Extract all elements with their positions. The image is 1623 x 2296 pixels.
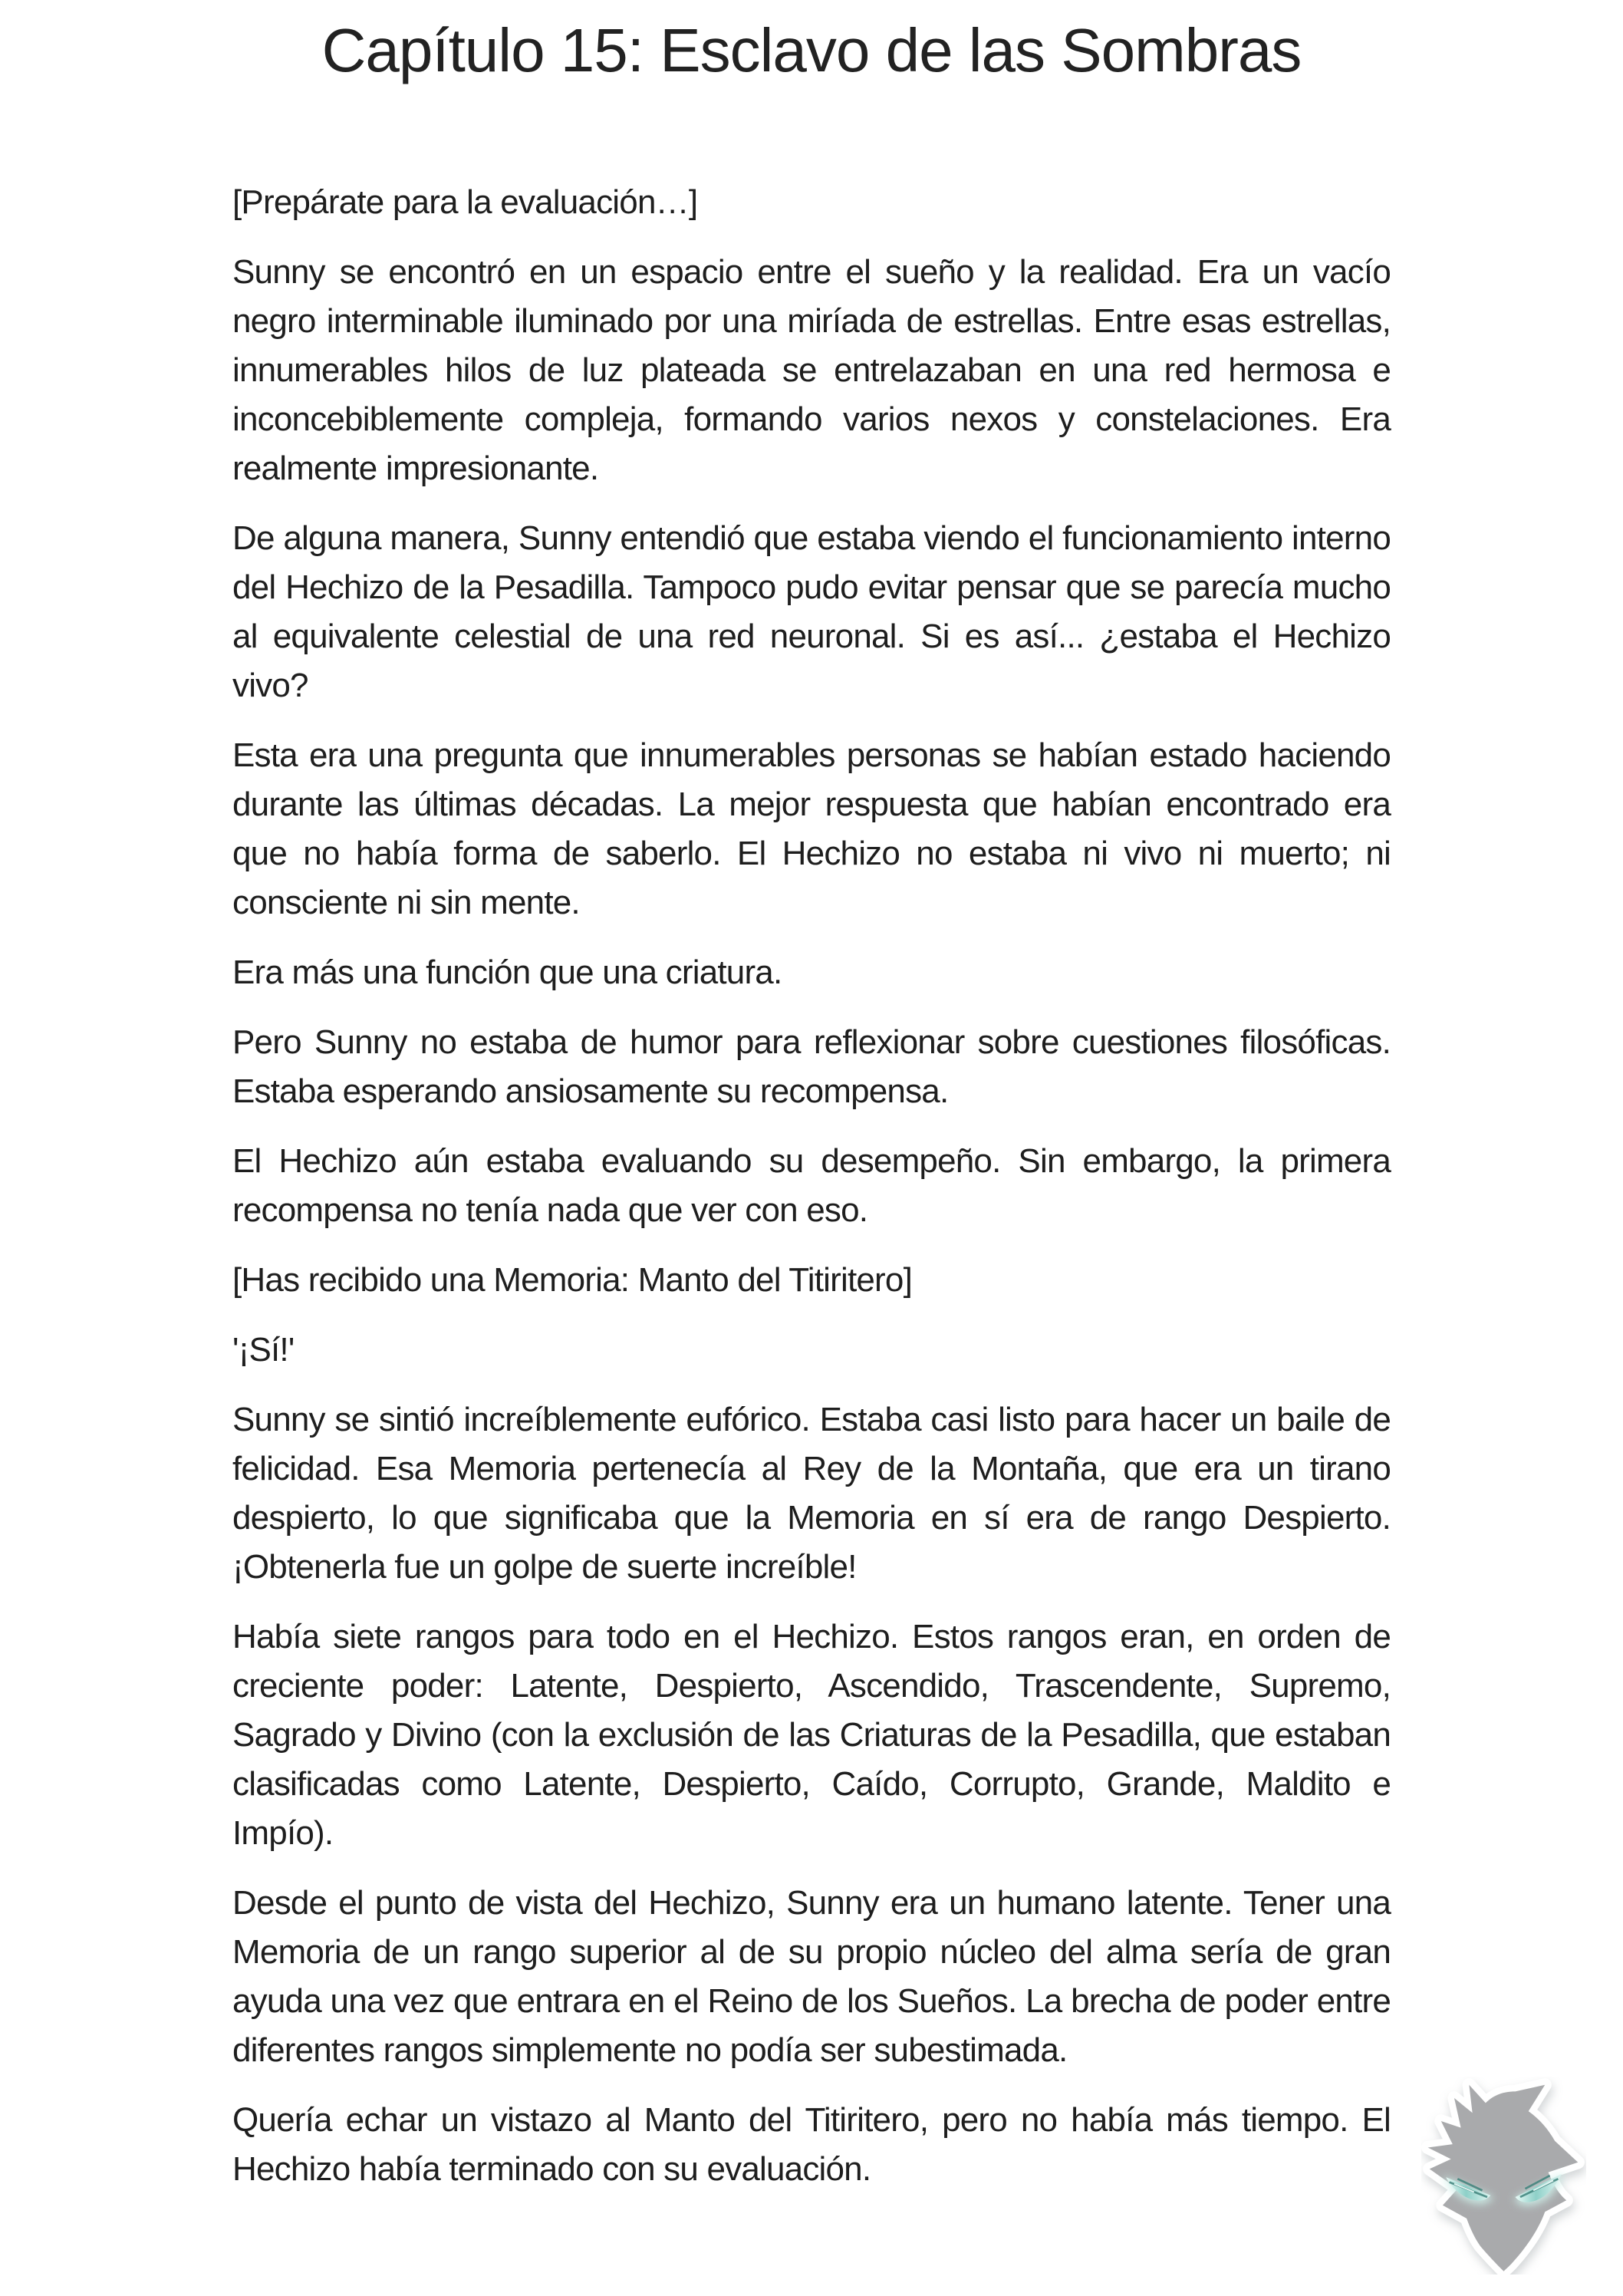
paragraph: '¡Sí!' (232, 1331, 295, 1369)
paragraph: Era más una función que una criatura. (232, 954, 782, 991)
chapter-content (232, 0, 1391, 2215)
demon-head-logo-icon (1421, 2077, 1586, 2275)
paragraph: Desde el punto de vista del Hechizo, Sunny era un humano latente. Tener una Memoria de un rango superior al de su propio núcleo del alma sería de gran ayuda una vez que entrara en el Reino de los Sueños. La brecha de poder entre diferentes rangos simplemente no podía ser subestimada. (232, 1884, 1391, 2069)
chapter-body (232, 178, 1391, 2194)
paragraph: Pero Sunny no estaba de humor para reflexionar sobre cuestiones filosóficas. Estaba esperando ansiosamente su recompensa. (232, 1023, 1391, 1110)
system-message-line: [Has recibido una Memoria: Manto del Titiritero] (232, 1261, 912, 1299)
paragraph: Había siete rangos para todo en el Hechizo. Estos rangos eran, en orden de creciente poder: Latente, Despierto, Ascendido, Trascendente, Supremo, Sagrado y Divino (con la exclusión de las Criaturas de la Pesadilla, que estaban clasificadas como Latente, Despierto, Caído, Corrupto, Grande, Maldito e Impío). (232, 1618, 1391, 1852)
paragraph: Quería echar un vistazo al Manto del Titiritero, pero no había más tiempo. El Hechizo había terminado con su evaluación. (232, 2101, 1391, 2188)
paragraph: Sunny se sintió increíblemente eufórico. Estaba casi listo para hacer un baile de felicidad. Esa Memoria pertenecía al Rey de la Montaña, que era un tirano despierto, lo que significaba que la Memoria en sí era de rango Despierto. ¡Obtenerla fue un golpe de suerte increíble! (232, 1401, 1391, 1586)
system-message-line: [Prepárate para la evaluación…] (232, 183, 698, 221)
paragraph: El Hechizo aún estaba evaluando su desempeño. Sin embargo, la primera recompensa no tenía nada que ver con eso. (232, 1142, 1391, 1229)
paragraph: Sunny se encontró en un espacio entre el sueño y la realidad. Era un vacío negro interminable iluminado por una miríada de estrellas. Entre esas estrellas, innumerables hilos de luz plateada se entrelazaban en una red hermosa e inconcebiblemente compleja, formando varios nexos y constelaciones. Era realmente impresionante. (232, 253, 1391, 487)
paragraph: De alguna manera, Sunny entendió que estaba viendo el funcionamiento interno del Hechizo de la Pesadilla. Tampoco pudo evitar pensar que se parecía mucho al equivalente celestial de una red neuronal. Si es así... ¿estaba el Hechizo vivo? (232, 519, 1391, 704)
chapter-title: Capítulo 15: Esclavo de las Sombras (321, 16, 1302, 84)
paragraph: Esta era una pregunta que innumerables personas se habían estado haciendo durante las últimas décadas. La mejor respuesta que habían encontrado era que no había forma de saberlo. El Hechizo no estaba ni vivo ni muerto; ni consciente ni sin mente. (232, 736, 1391, 921)
